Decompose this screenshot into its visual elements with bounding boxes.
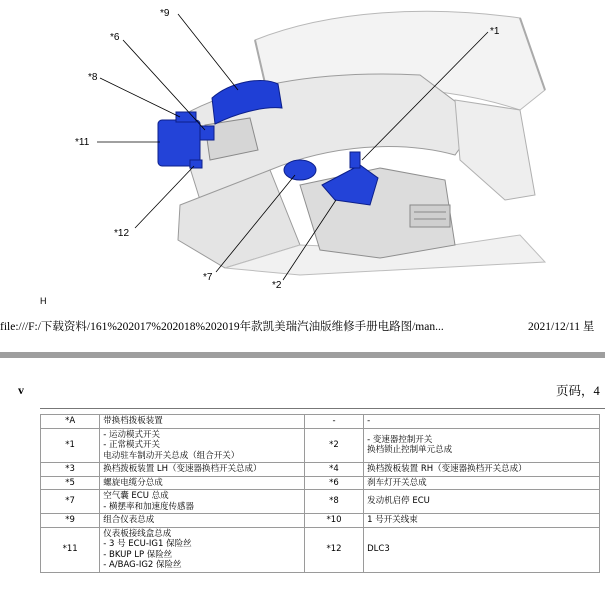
legend-text-line: 螺旋电缆分总成 bbox=[103, 477, 163, 488]
legend-key-right: *8 bbox=[304, 490, 363, 514]
legend-text-line: - 运动模式开关 bbox=[103, 429, 160, 440]
legend-text-line: 空气囊 ECU 总成 bbox=[103, 491, 169, 501]
legend-value-right bbox=[364, 463, 600, 477]
legend-value-right bbox=[364, 415, 600, 429]
legend-text-line: - BKUP LP 保险丝 bbox=[103, 549, 173, 560]
legend-key-right: *6 bbox=[304, 476, 363, 490]
legend-value-left bbox=[100, 428, 305, 463]
legend-key-right: *4 bbox=[304, 463, 363, 477]
legend-key-left: *A bbox=[41, 415, 100, 429]
legend-value-left bbox=[100, 476, 305, 490]
legend-text-line: - bbox=[367, 416, 371, 426]
legend-text-line: 发动机启停 ECU bbox=[367, 496, 430, 507]
legend-row bbox=[41, 428, 600, 463]
side-mark: H bbox=[40, 296, 47, 306]
legend-value-left bbox=[100, 463, 305, 477]
legend-value-right bbox=[364, 428, 600, 463]
legend-table bbox=[40, 414, 600, 573]
callout-8: *8 bbox=[88, 72, 98, 83]
page-separator bbox=[0, 352, 605, 358]
legend-text-line: - 正常模式开关 bbox=[103, 440, 160, 450]
no1-switch-wire bbox=[350, 152, 360, 168]
legend-text-line: 换档拨板装置 LH（变速器换档开关总成） bbox=[103, 464, 262, 474]
legend-key-left: *11 bbox=[41, 527, 100, 572]
legend-key-left: *1 bbox=[41, 428, 100, 463]
legend-row bbox=[41, 476, 600, 490]
legend-key-left: *5 bbox=[41, 476, 100, 490]
callout-9: *9 bbox=[160, 8, 170, 19]
legend-key-right: *2 bbox=[304, 428, 363, 463]
legend-value-right bbox=[364, 527, 600, 572]
legend-key-right: - bbox=[304, 415, 363, 429]
legend-text-line: 刹车灯开关总成 bbox=[367, 477, 427, 488]
callout-2: *2 bbox=[272, 280, 282, 291]
legend-text-line: 仪表板接线盒总成 bbox=[103, 528, 172, 539]
legend-key-left: *3 bbox=[41, 463, 100, 477]
legend-value-right bbox=[364, 476, 600, 490]
legend-text-line: 换档锁止控制单元总成 bbox=[367, 445, 453, 456]
header-mark: v bbox=[18, 383, 24, 397]
legend-text-line: 带换档拨板装置 bbox=[103, 416, 163, 426]
legend-value-left bbox=[100, 415, 305, 429]
component-location-diagram bbox=[0, 0, 605, 300]
legend-row bbox=[41, 463, 600, 477]
legend-row bbox=[41, 527, 600, 572]
legend-row bbox=[41, 415, 600, 429]
legend-key-right: *10 bbox=[304, 514, 363, 528]
callout-11: *11 bbox=[75, 137, 90, 148]
dlc3 bbox=[190, 160, 202, 168]
instrument-panel-junction-block bbox=[158, 120, 200, 166]
legend-text-line: 组合仪表总成 bbox=[103, 515, 155, 525]
legend-value-left bbox=[100, 490, 305, 514]
callout-1: *1 bbox=[490, 26, 500, 37]
print-footer-datetime: 2021/12/11 星 bbox=[528, 321, 595, 333]
legend-key-left: *7 bbox=[41, 490, 100, 514]
legend-text-line: 换档拨板装置 RH（变速器换档开关总成） bbox=[367, 464, 527, 474]
legend-text-line: 电动驻车制动开关总成（组合开关） bbox=[103, 450, 240, 461]
legend-row bbox=[41, 514, 600, 528]
legend-text-line: - 变速器控制开关 bbox=[367, 434, 433, 445]
stop-light-switch bbox=[200, 126, 214, 140]
legend-value-left bbox=[100, 527, 305, 572]
callout-12: *12 bbox=[114, 228, 130, 239]
legend-text-line: - 横摆率和加速度传感器 bbox=[103, 501, 194, 512]
vehicle-interior-illustration bbox=[0, 0, 605, 300]
legend-text-line: 1 号开关线束 bbox=[367, 515, 418, 525]
legend-value-left bbox=[100, 514, 305, 528]
callout-6: *6 bbox=[110, 32, 120, 43]
legend-value-right bbox=[364, 490, 600, 514]
legend-key-left: *9 bbox=[41, 514, 100, 528]
legend-text-line: - A/BAG-IG2 保险丝 bbox=[103, 560, 182, 570]
callout-7: *7 bbox=[203, 272, 213, 283]
print-footer-path: file:///F:/下载资料/161%202017%202018%202019年款凯美瑞汽油版维修手册电路图/man... bbox=[0, 321, 444, 333]
legend-text-line: - 3 号 ECU-IG1 保险丝 bbox=[103, 539, 192, 549]
legend-text-line: DLC3 bbox=[367, 544, 390, 555]
legend-row bbox=[41, 490, 600, 514]
airbag-ecu-assembly bbox=[284, 160, 316, 180]
divider bbox=[40, 408, 605, 409]
legend-value-right bbox=[364, 514, 600, 528]
legend-key-right: *12 bbox=[304, 527, 363, 572]
page-number: 页码，4 bbox=[556, 384, 600, 398]
